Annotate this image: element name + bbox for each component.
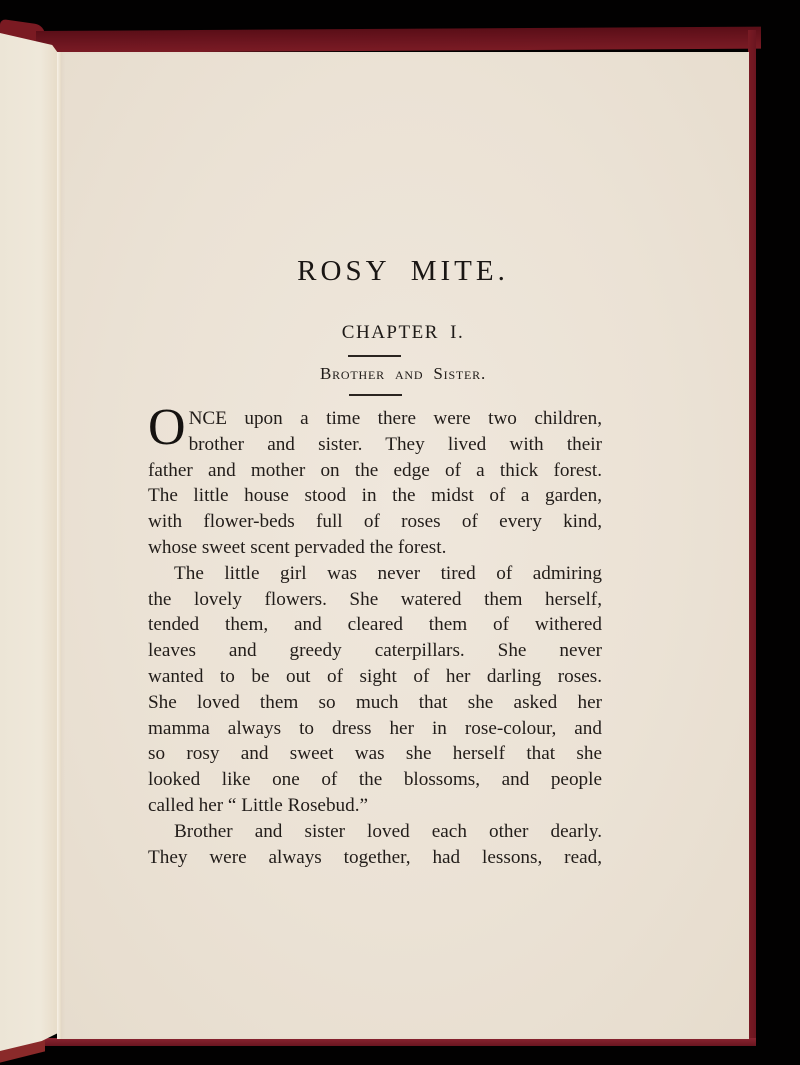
text-line: NCE upon a time there were two children, <box>188 408 602 429</box>
page-gutter <box>57 52 61 1039</box>
text-line: looked like one of the blossoms, and people <box>148 769 602 791</box>
text-line: brother and sister. They lived with their <box>188 433 602 455</box>
divider-rule <box>348 355 401 357</box>
text-line: so rosy and sweet was she herself that she <box>148 743 602 765</box>
drop-cap: O <box>148 399 186 456</box>
book-cover-top-edge <box>36 27 761 53</box>
text-line: She loved them so much that she asked her <box>148 691 602 713</box>
chapter-body <box>148 399 602 870</box>
text-line: Brother and sister loved each other dearly. <box>174 820 602 842</box>
paragraph <box>148 399 602 561</box>
text-line: They were always together, had lessons, read, <box>148 846 602 868</box>
text-line: mamma always to dress her in rose-colour, and <box>148 717 602 739</box>
paragraph <box>148 561 602 819</box>
book-cover-bottom-edge <box>36 1038 756 1046</box>
chapter-subtitle: Brother and Sister. <box>319 364 487 383</box>
book-title: ROSY MITE. <box>297 255 509 287</box>
text-line: The little house stood in the midst of a garden, <box>148 485 602 507</box>
text-line: The little girl was never tired of admiring <box>174 562 602 584</box>
paragraph <box>148 819 602 871</box>
text-line: called her “ Little Rosebud.” <box>148 794 369 816</box>
text-line: leaves and greedy caterpillars. She never <box>148 640 602 662</box>
facing-page <box>0 33 58 1051</box>
chapter-heading: CHAPTER I. <box>341 322 465 343</box>
text-line: whose sweet scent pervaded the forest. <box>148 536 447 558</box>
divider-rule <box>349 394 402 396</box>
text-line: tended them, and cleared them of withered <box>148 614 602 636</box>
book-cover-right-edge <box>748 30 756 1040</box>
text-line: with flower-beds full of roses of every kind, <box>148 511 602 533</box>
text-line: the lovely flowers. She watered them herself, <box>148 588 602 610</box>
text-line: father and mother on the edge of a thick forest. <box>148 459 602 481</box>
text-line: wanted to be out of sight of her darling roses. <box>148 665 602 687</box>
